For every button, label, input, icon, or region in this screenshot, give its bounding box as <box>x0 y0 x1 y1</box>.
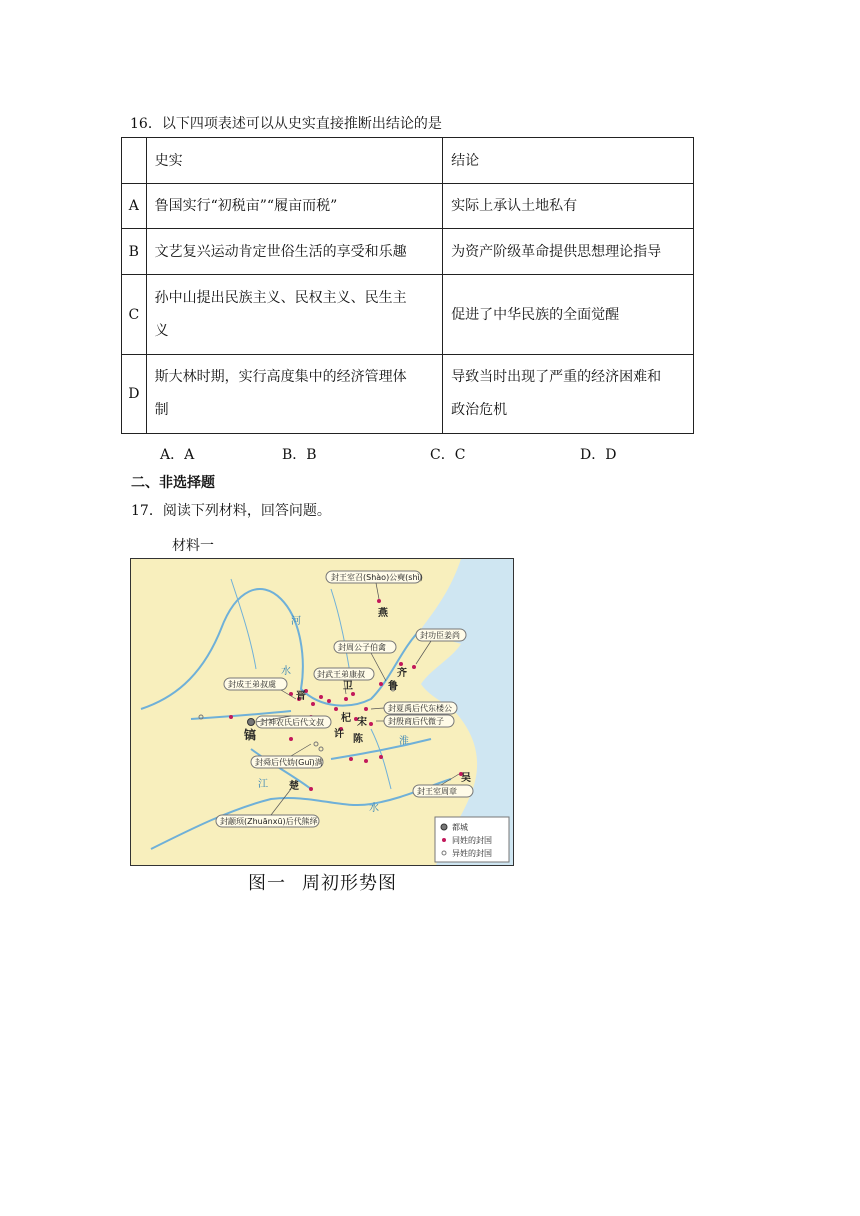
section-2-heading: 二、非选择题 <box>131 475 215 491</box>
river-label-shui2: 水 <box>369 803 379 814</box>
caption-title: 周初形势图 <box>302 873 397 894</box>
label-wu: 吴 <box>461 773 471 784</box>
row-label: D <box>122 355 147 434</box>
callout-wu: 封王室周章 <box>417 787 457 796</box>
callout-xu: 封神农氏后代文叔 <box>260 718 324 727</box>
caption-figure-number: 图一 <box>248 873 286 894</box>
capital-hao-marker <box>248 719 255 726</box>
label-hao: 镐 <box>244 728 257 742</box>
tributary <box>231 579 256 669</box>
option-b[interactable]: B．B <box>282 447 317 463</box>
table-row <box>122 355 694 434</box>
row-label: A <box>122 184 147 229</box>
callout-wei: 封武王弟康叔 <box>317 670 365 679</box>
row-label: B <box>122 229 147 275</box>
row-fact <box>146 275 443 355</box>
callout-chen: 封舜后代妫(Guī)满 <box>255 758 323 767</box>
tributary <box>331 589 351 679</box>
row-conclusion-line2: 政治危机 <box>451 402 508 418</box>
question-16-table <box>121 137 694 434</box>
table-row <box>122 275 694 355</box>
callout-chu: 封颛顼(Zhuānxū)后代熊绎 <box>220 817 318 826</box>
option-c[interactable]: C．C <box>430 447 466 463</box>
river-label-huai: 淮 <box>399 736 409 747</box>
row-conclusion-line1: 导致当时出现了严重的经济困难和 <box>451 369 662 385</box>
callout-lu: 封周公子伯禽 <box>338 643 386 652</box>
legend-same-surname: 同姓的封国 <box>452 836 492 845</box>
label-qi: 齐 <box>397 668 407 679</box>
row-label: C <box>122 275 147 355</box>
legend-diff-surname: 异姓的封国 <box>452 849 492 858</box>
row-fact-line1: 孙中山提出民族主义、民权主义、民生主 <box>154 289 407 306</box>
river-label-jiang: 江 <box>258 779 268 790</box>
row-conclusion: 实际上承认土地私有 <box>443 184 694 229</box>
map-caption <box>248 869 397 895</box>
label-song: 宋 <box>357 717 367 728</box>
row-fact <box>146 355 443 434</box>
row-fact: 文艺复兴运动肯定世俗生活的享受和乐趣 <box>146 229 443 275</box>
label-yan: 燕 <box>378 608 388 619</box>
callout-qi: 封功臣姜尚 <box>420 631 460 640</box>
table-header-row <box>122 138 694 184</box>
row-fact: 鲁国实行“初税亩”“履亩而税” <box>146 184 443 229</box>
row-conclusion <box>443 355 694 434</box>
option-a[interactable]: A．A <box>160 447 195 463</box>
leader-lines <box>256 583 459 815</box>
row-conclusion: 促进了中华民族的全面觉醒 <box>443 275 694 355</box>
table-row <box>122 229 694 275</box>
callout-yan: 封王室召(Shào)公奭(shì) <box>331 573 423 582</box>
table-header-conclusion: 结论 <box>443 138 694 184</box>
question-16-title: 16．以下四项表述可以从史实直接推断出结论的是 <box>130 116 442 132</box>
table-row <box>122 184 694 229</box>
material-1-label: 材料一 <box>172 538 214 554</box>
row-fact-line1: 斯大林时期，实行高度集中的经济管理体 <box>154 369 407 385</box>
river-label-he: 河 <box>291 616 301 627</box>
callout-song: 封殷商后代微子 <box>388 717 444 726</box>
table-header-fact: 史实 <box>146 138 443 184</box>
label-chen: 陈 <box>353 734 363 745</box>
label-jin: 晋 <box>296 691 306 702</box>
label-chu: 楚 <box>289 781 299 792</box>
legend-capital: 都城 <box>452 823 468 832</box>
label-lu: 鲁 <box>388 681 398 692</box>
question-17-title: 17．阅读下列材料，回答问题。 <box>131 503 331 519</box>
row-conclusion: 为资产阶级革命提供思想理论指导 <box>443 229 694 275</box>
yangtze-river <box>151 779 451 849</box>
callout-qi2: 封夏禹后代东楼公 <box>388 704 452 713</box>
label-qi2: 杞 <box>341 713 351 724</box>
table-cell-label <box>122 138 147 184</box>
option-d[interactable]: D．D <box>580 447 617 463</box>
map-legend <box>435 817 509 862</box>
row-fact-line2: 义 <box>154 322 169 339</box>
row-fact-line2: 制 <box>154 402 169 418</box>
callout-jin: 封成王弟叔虞 <box>228 680 276 689</box>
label-wei: 卫 <box>343 681 353 692</box>
zhou-map <box>130 558 514 866</box>
label-xu: 许 <box>334 729 344 740</box>
map-svg <box>131 559 513 865</box>
river-label-shui1: 水 <box>281 666 291 677</box>
